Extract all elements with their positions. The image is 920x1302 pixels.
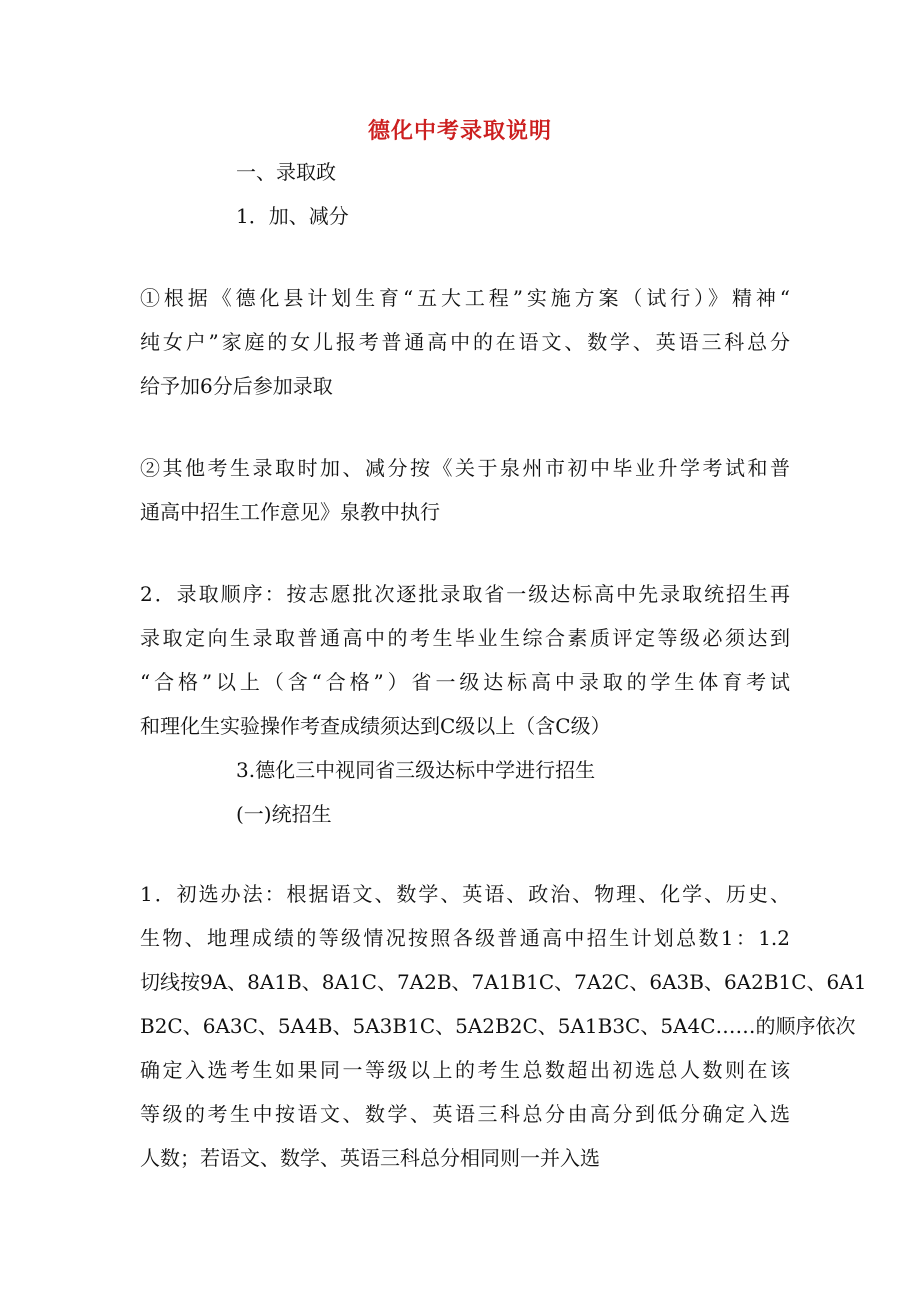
subheading-school-three: 3.德化三中视同省三级达标中学进行招生	[236, 758, 596, 782]
paragraph-4-line-3: 切线按9A、8A1B、8A1C、7A2B、7A1B1C、7A2C、6A3B、6A2B1C、6A1	[140, 970, 867, 994]
paragraph-2-line-2: 通高中招生工作意见》泉教中执行	[140, 500, 440, 524]
paragraph-1-line-2: 纯女户”家庭的女儿报考普通高中的在语文、数学、英语三科总分	[140, 330, 790, 354]
paragraph-4-line-7: 人数；若语文、数学、英语三科总分相同则一并入选	[140, 1146, 600, 1170]
section-heading-admission-policy: 一、录取政	[236, 160, 336, 184]
paragraph-2-line-1: ②其他考生录取时加、减分按《关于泉州市初中毕业升学考试和普	[140, 456, 790, 480]
paragraph-3-line-3: “合格”以上（含“合格”）省一级达标高中录取的学生体育考试	[140, 670, 790, 694]
document-title: 德化中考录取说明	[367, 118, 552, 144]
paragraph-1-line-1: ①根据《德化县计划生育“五大工程”实施方案（试行）》精神“	[140, 286, 790, 310]
paragraph-1-line-3: 给予加6分后参加录取	[140, 374, 333, 398]
paragraph-4-line-4: B2C、6A3C、5A4B、5A3B1C、5A2B2C、5A1B3C、5A4C……的顺序依次	[140, 1014, 856, 1038]
subheading-unified-enrollment: (一)统招生	[236, 802, 332, 826]
paragraph-3-line-2: 录取定向生录取普通高中的考生毕业生综合素质评定等级必须达到	[140, 626, 790, 650]
subheading-bonus-points: 1．加、减分	[236, 204, 349, 228]
paragraph-4-line-5: 确定入选考生如果同一等级以上的考生总数超出初选总人数则在该	[140, 1058, 790, 1082]
paragraph-4-line-2: 生物、地理成绩的等级情况按照各级普通高中招生计划总数1：1.2	[140, 926, 790, 950]
paragraph-4-line-6: 等级的考生中按语文、数学、英语三科总分由高分到低分确定入选	[140, 1102, 790, 1126]
paragraph-3-line-1: 2．录取顺序：按志愿批次逐批录取省一级达标高中先录取统招生再	[140, 582, 790, 606]
paragraph-3-line-4: 和理化生实验操作考查成绩须达到C级以上（含C级）	[140, 714, 611, 738]
paragraph-4-line-1: 1．初选办法：根据语文、数学、英语、政治、物理、化学、历史、	[140, 882, 790, 906]
